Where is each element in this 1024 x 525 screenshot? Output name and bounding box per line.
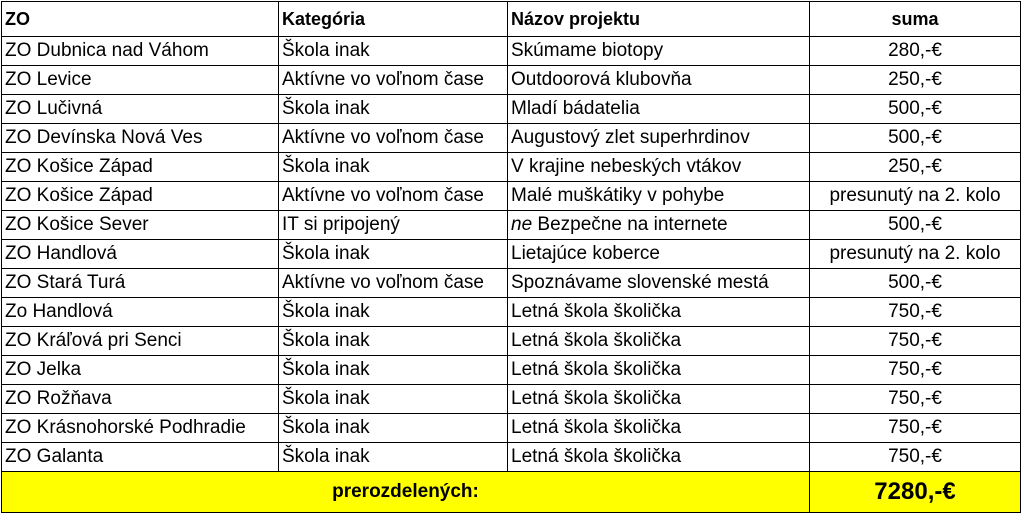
cell-zo[interactable]: ZO Jelka	[2, 356, 279, 385]
cell-nazov-projektu[interactable]: Letná škola školička	[508, 298, 810, 327]
cell-kategoria[interactable]: Škola inak	[279, 37, 508, 66]
cell-zo[interactable]: ZO Devínska Nová Ves	[2, 124, 279, 153]
table-row	[2, 414, 1021, 443]
cell-kategoria[interactable]: Škola inak	[279, 356, 508, 385]
cell-zo[interactable]: ZO Košice Sever	[2, 211, 279, 240]
cell-zo[interactable]: ZO Levice	[2, 66, 279, 95]
cell-zo[interactable]: ZO Lučivná	[2, 95, 279, 124]
cell-suma[interactable]: 500,-€	[810, 211, 1021, 240]
cell-zo[interactable]: Zo Handlová	[2, 298, 279, 327]
cell-suma[interactable]: 250,-€	[810, 66, 1021, 95]
header-suma[interactable]: suma	[810, 2, 1021, 37]
table-row	[2, 211, 1021, 240]
nazov-text: Bezpečne na internete	[537, 214, 728, 235]
cell-nazov-projektu[interactable]: Letná škola školička	[508, 443, 810, 472]
table-row	[2, 66, 1021, 95]
cell-nazov-projektu[interactable]: Malé muškátiky v pohybe	[508, 182, 810, 211]
table-row	[2, 385, 1021, 414]
cell-nazov-projektu[interactable]: Letná škola školička	[508, 414, 810, 443]
cell-nazov-projektu[interactable]: Skúmame biotopy	[508, 37, 810, 66]
cell-suma[interactable]: 750,-€	[810, 443, 1021, 472]
cell-nazov-projektu[interactable]: Mladí bádatelia	[508, 95, 810, 124]
cell-suma[interactable]: 500,-€	[810, 124, 1021, 153]
cell-suma[interactable]: 500,-€	[810, 95, 1021, 124]
cell-suma[interactable]: 750,-€	[810, 327, 1021, 356]
table-row	[2, 298, 1021, 327]
table-row	[2, 443, 1021, 472]
cell-kategoria[interactable]: Škola inak	[279, 298, 508, 327]
table-row	[2, 356, 1021, 385]
cell-kategoria[interactable]: Škola inak	[279, 443, 508, 472]
cell-zo[interactable]: ZO Dubnica nad Váhom	[2, 37, 279, 66]
header-nazov-projektu[interactable]: Názov projektu	[508, 2, 810, 37]
cell-kategoria[interactable]: Škola inak	[279, 153, 508, 182]
cell-zo[interactable]: ZO Krásnohorské Podhradie	[2, 414, 279, 443]
cell-nazov-projektu[interactable]: Augustový zlet superhrdinov	[508, 124, 810, 153]
table-row	[2, 327, 1021, 356]
cell-zo[interactable]: ZO Rožňava	[2, 385, 279, 414]
total-value-cell[interactable]: 7280,-€	[810, 472, 1021, 513]
cell-kategoria[interactable]: Škola inak	[279, 327, 508, 356]
table-row	[2, 153, 1021, 182]
cell-nazov-projektu[interactable]: Spoznávame slovenské mestá	[508, 269, 810, 298]
cell-suma[interactable]: presunutý na 2. kolo	[810, 182, 1021, 211]
cell-suma[interactable]: 750,-€	[810, 298, 1021, 327]
cell-zo[interactable]: ZO Handlová	[2, 240, 279, 269]
table-row	[2, 95, 1021, 124]
table-row	[2, 124, 1021, 153]
total-row	[2, 472, 1021, 513]
cell-zo[interactable]: ZO Galanta	[2, 443, 279, 472]
cell-kategoria[interactable]: Škola inak	[279, 240, 508, 269]
cell-kategoria[interactable]: Škola inak	[279, 95, 508, 124]
cell-nazov-projektu[interactable]: Letná škola školička	[508, 385, 810, 414]
cell-nazov-projektu[interactable]: Outdoorová klubovňa	[508, 66, 810, 95]
cell-suma[interactable]: 750,-€	[810, 356, 1021, 385]
nazov-prefix: ne	[511, 214, 533, 235]
cell-suma[interactable]: 500,-€	[810, 269, 1021, 298]
cell-suma[interactable]: presunutý na 2. kolo	[810, 240, 1021, 269]
header-zo[interactable]: ZO	[2, 2, 279, 37]
cell-kategoria[interactable]: IT si pripojený	[279, 211, 508, 240]
cell-nazov-projektu[interactable]	[508, 211, 810, 240]
cell-kategoria[interactable]: Aktívne vo voľnom čase	[279, 269, 508, 298]
header-row	[2, 2, 1021, 37]
cell-kategoria[interactable]: Škola inak	[279, 385, 508, 414]
cell-kategoria[interactable]: Aktívne vo voľnom čase	[279, 182, 508, 211]
table-row	[2, 240, 1021, 269]
cell-zo[interactable]: ZO Košice Západ	[2, 153, 279, 182]
table-row	[2, 269, 1021, 298]
cell-nazov-projektu[interactable]: V krajine nebeských vtákov	[508, 153, 810, 182]
cell-suma[interactable]: 250,-€	[810, 153, 1021, 182]
cell-nazov-projektu[interactable]: Lietajúce koberce	[508, 240, 810, 269]
cell-zo[interactable]: ZO Kráľová pri Senci	[2, 327, 279, 356]
cell-nazov-projektu[interactable]: Letná škola školička	[508, 327, 810, 356]
cell-suma[interactable]: 750,-€	[810, 414, 1021, 443]
table-row	[2, 37, 1021, 66]
cell-kategoria[interactable]: Aktívne vo voľnom čase	[279, 124, 508, 153]
cell-suma[interactable]: 280,-€	[810, 37, 1021, 66]
cell-zo[interactable]: ZO Košice Západ	[2, 182, 279, 211]
total-label-cell[interactable]: prerozdelených:	[2, 472, 810, 513]
spreadsheet-table	[1, 1, 1021, 513]
cell-kategoria[interactable]: Aktívne vo voľnom čase	[279, 66, 508, 95]
table-body	[2, 37, 1021, 472]
header-kategoria[interactable]: Kategória	[279, 2, 508, 37]
cell-suma[interactable]: 750,-€	[810, 385, 1021, 414]
table-row	[2, 182, 1021, 211]
cell-kategoria[interactable]: Škola inak	[279, 414, 508, 443]
cell-zo[interactable]: ZO Stará Turá	[2, 269, 279, 298]
cell-nazov-projektu[interactable]: Letná škola školička	[508, 356, 810, 385]
